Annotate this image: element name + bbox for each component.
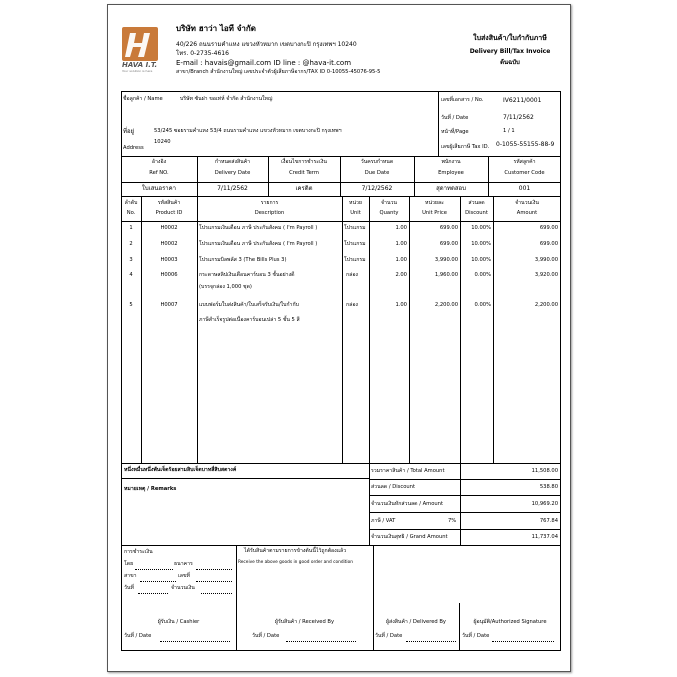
item-qty: 1.00	[395, 225, 407, 231]
item-header-en: Amount	[516, 210, 538, 216]
item-header-th: หน่วย	[349, 200, 362, 206]
item-qty: 1.00	[395, 241, 407, 247]
item-unit: โปรแกรม	[344, 257, 366, 263]
item-description: กระดาษสลิปเงินเดือนคาร์บอน 3 ชั้นอย่างดี	[199, 272, 295, 278]
customer-address-zip: 10240	[154, 139, 171, 145]
discount-value: 538.80	[539, 484, 558, 490]
doc-page-label: หน้าที่/Page	[441, 129, 469, 135]
item-header-th: รหัสสินค้า	[157, 200, 181, 206]
item-product-id: H0002	[160, 241, 178, 247]
item-product-id: H0002	[160, 225, 178, 231]
item-unit: โปรแกรม	[344, 241, 366, 247]
hava-logo-mark-icon	[122, 27, 158, 61]
item-price: 699.00	[439, 225, 458, 231]
item-header-en: Quanty	[379, 210, 399, 216]
amount-in-words: หนึ่งหมื่นหนึ่งพันเจ็ดร้อยสามสิบเจ็ดบาทสี่สิบสตางค์	[124, 467, 237, 473]
item-product-id: H0003	[160, 257, 178, 263]
payment-number-label: เลขที่	[178, 573, 190, 579]
discount-label: ส่วนลด / Discount	[371, 484, 415, 490]
ref-header-th: อ้างอิง	[151, 159, 167, 165]
after-discount-value: 10,969.20	[531, 501, 558, 507]
item-price: 1,960.00	[434, 272, 458, 278]
vat-rate: 7%	[448, 518, 457, 524]
ref-header-en: Credit Term	[289, 170, 319, 176]
item-discount: 10.00%	[471, 257, 491, 263]
ref-header-th: รหัสลูกค้า	[513, 159, 536, 165]
item-no: 5	[129, 302, 133, 308]
item-no: 3	[129, 257, 133, 263]
vat-label: ภาษี / VAT	[371, 518, 396, 524]
item-header-th: ลำดับ	[124, 200, 138, 206]
doc-date-value: 7/11/2562	[503, 114, 534, 121]
item-header-en: No.	[126, 210, 136, 216]
item-description: โปรแกรมเงินเดือน ภาษี ประกันสังคม ( I'm Payroll )	[199, 225, 318, 231]
payment-date-label: วันที่	[124, 585, 134, 591]
logo-text: HAVA I.T.	[122, 61, 158, 69]
item-qty: 1.00	[395, 302, 407, 308]
item-header-en: Unit	[350, 210, 361, 216]
doc-date-label: วันที่ / Date	[441, 115, 469, 121]
receipt-statement-en: Receive the above goods in good order and condition	[238, 560, 353, 565]
payment-bank-label: ธนาคาร	[174, 561, 193, 567]
logo-subtitle: Your solution is here	[122, 69, 153, 73]
signature-delivered-date: วันที่ / Date	[375, 633, 403, 639]
item-description: โปรแกรมเงินเดือน ภาษี ประกันสังคม ( I'm Payroll )	[199, 241, 318, 247]
item-unit: กล่อง	[346, 302, 358, 308]
signature-authorized-label: ผู้อนุมัติ/Authorized Signature	[473, 619, 547, 625]
signature-cashier-date: วันที่ / Date	[124, 633, 152, 639]
item-amount: 2,200.00	[534, 302, 558, 308]
item-unit: กล่อง	[346, 272, 358, 278]
signature-received-label: ผู้รับสินค้า / Received By	[274, 619, 335, 625]
company-address: 40/226 ถนนรามคำแหง แขวงหัวหมาก เขตบางกะปิ กรุงเทพฯ 10240	[176, 41, 357, 48]
item-no: 1	[129, 225, 133, 231]
item-discount: 0.00%	[474, 302, 491, 308]
item-header-th: หน่วยละ	[425, 200, 444, 206]
ref-header-en: Due Date	[364, 170, 390, 176]
item-amount: 3,990.00	[534, 257, 558, 263]
doc-title-th: ใบส่งสินค้า/ใบกำกับภาษี	[473, 34, 547, 42]
signature-delivered-label: ผู้ส่งสินค้า / Delivered By	[386, 619, 446, 625]
ref-value: 7/11/2562	[217, 185, 248, 192]
doc-no-label: เลขที่เอกสาร / No.	[441, 97, 484, 103]
payment-title: การชำระเงิน	[124, 549, 153, 555]
item-qty: 1.00	[395, 257, 407, 263]
item-price: 699.00	[439, 241, 458, 247]
item-header-th: จำนวนเงิน	[515, 200, 539, 206]
payment-amount-label: จำนวนเงิน	[171, 585, 195, 591]
item-header-en: Unit Price	[422, 210, 447, 216]
signature-authorized-date: วันที่ / Date	[462, 633, 490, 639]
ref-header-th: วันครบกำหนด	[360, 159, 394, 165]
customer-address-label-en: Address	[123, 145, 144, 151]
item-amount: 699.00	[539, 241, 558, 247]
ref-header-th: กำหนดส่งสินค้า	[214, 159, 251, 165]
items-table	[121, 196, 561, 464]
item-description-line2: (บรรจุกล่อง 1,000 ชุด)	[199, 284, 252, 290]
invoice-page	[107, 4, 571, 672]
item-qty: 2.00	[395, 272, 407, 278]
item-description: โปรแกรมบิลพลัส 3 (The Bills Plus 3)	[199, 257, 287, 263]
company-name: บริษัท ฮาว่า ไอที จำกัด	[176, 24, 256, 33]
item-discount: 0.00%	[474, 272, 491, 278]
receipt-statement-th: ได้รับสินค้าตามรายการข้างต้นนี้ไว้ถูกต้องแล้ว	[244, 548, 347, 554]
payment-branch-label: สาขา	[124, 573, 137, 579]
item-description-line2: ภาษีสำเร็จรูปต่อเนื่องคาร์บอนเปล่า 5 ชั้น 5 สี	[199, 317, 300, 323]
customer-name-value: บริษัท ซันฝา ขอเท่ห์ จำกัด สำนักงานใหญ่	[180, 96, 273, 102]
item-header-th: จำนวน	[381, 200, 397, 206]
item-product-id: H0006	[160, 272, 178, 278]
company-branch-taxid: สาขา/Branch สำนักงานใหญ่ เลขประจำตัวผู้เสียภาษีอากร/TAX ID 0-10055-45076-95-5	[176, 69, 381, 75]
ref-value: ใบเสนอราคา	[141, 185, 177, 192]
total-amount-value: 11,508.00	[531, 468, 558, 474]
item-header-en: Discount	[465, 210, 488, 216]
signature-cashier-label: ผู้รับเงิน / Cashier	[157, 619, 200, 625]
item-unit: โปรแกรม	[344, 225, 366, 231]
item-amount: 3,920.00	[534, 272, 558, 278]
ref-value: 001	[518, 185, 531, 192]
ref-value: เครดิต	[295, 185, 313, 192]
ref-value: สุดาทดสอบ	[436, 185, 466, 192]
ref-header-en: Ref NO.	[149, 170, 169, 176]
ref-header-en: Employee	[438, 170, 464, 176]
company-phone: โทร. 0-2735-4616	[176, 50, 229, 57]
doc-copy-label: ต้นฉบับ	[500, 59, 520, 66]
item-header-th: รายการ	[260, 200, 279, 206]
grand-amount-label: จำนวนเงินสุทธิ / Grand Amount	[371, 534, 448, 540]
item-price: 2,200.00	[434, 302, 458, 308]
payment-by-label: โดย	[124, 561, 134, 567]
item-no: 2	[129, 241, 133, 247]
item-product-id: H0007	[160, 302, 178, 308]
ref-header-en: Delivery Date	[214, 170, 251, 176]
item-description: แบบฟอร์มใบส่งสินค้า/ใบเสร็จรับเงิน/ใบกำกับ	[199, 302, 299, 308]
grand-amount-value: 11,737.04	[531, 534, 558, 540]
ref-header-en: Customer Code	[504, 170, 545, 176]
vat-value: 767.84	[539, 518, 558, 524]
item-header-th: ส่วนลด	[468, 200, 485, 206]
item-discount: 10.00%	[471, 225, 491, 231]
item-header-en: Product ID	[155, 210, 183, 216]
doc-taxid-label: เลขผู้เสียภาษี Tax ID.	[441, 144, 490, 150]
ref-value: 7/12/2562	[361, 185, 393, 192]
company-email: E-mail : havais@gmail.com ID line : @hava-it.com	[176, 59, 352, 67]
after-discount-label: จำนวนเงินหักส่วนลด / Amount	[371, 501, 443, 507]
ref-header-th: เงื่อนไขการชำระเงิน	[281, 159, 327, 165]
item-no: 4	[129, 272, 133, 278]
customer-address-value: 53/245 ซอยรามคำแหง 53/4 ถนนรามคำแหง แขวงหัวหมาก เขตบางกะปิ กรุงเทพฯ	[154, 128, 342, 134]
company-logo	[122, 27, 158, 61]
doc-title-en: Delivery Bill/Tax Invoice	[469, 48, 551, 55]
signature-received-date: วันที่ / Date	[252, 633, 280, 639]
remarks-label: หมายเหตุ / Remarks	[124, 486, 177, 492]
total-amount-label: รวมราคาสินค้า / Total Amount	[371, 468, 445, 474]
item-price: 3,990.00	[434, 257, 458, 263]
item-header-en: Description	[254, 210, 285, 216]
customer-address-label: ที่อยู่	[123, 128, 135, 135]
item-amount: 699.00	[539, 225, 558, 231]
ref-header-th: พนักงาน	[441, 159, 461, 165]
customer-name-label: ชื่อลูกค้า / Name	[123, 96, 163, 102]
doc-no-value: IV6211/0001	[503, 97, 542, 104]
doc-page-value: 1 / 1	[503, 128, 515, 134]
item-discount: 10.00%	[471, 241, 491, 247]
doc-taxid-value: 0-1055-55155-88-9	[496, 141, 555, 148]
